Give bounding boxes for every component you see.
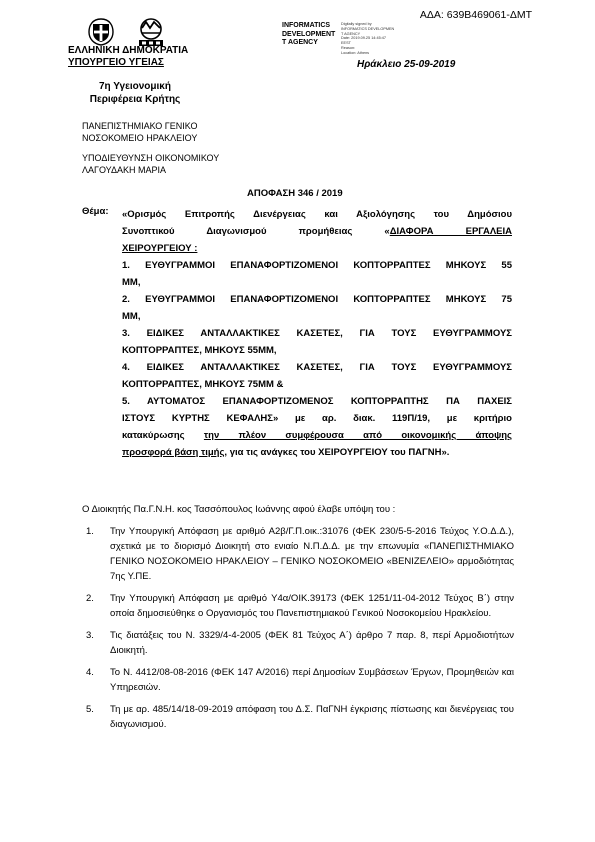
department-name: ΥΠΟΔΙΕΥΘΥΝΣΗ ΟΙΚΟΝΟΜΙΚΟΥ ΛΑΓΟΥΔΑΚΗ ΜΑΡΙΑ (82, 153, 220, 175)
list-item: 3. Τις διατάξεις του Ν. 3329/4-4-2005 (ΦΕΚ 81 Τεύχος Α΄) άρθρο 7 παρ. 8, περί Αρμοδιοτήτων Διοικητή. (86, 630, 514, 656)
hospital-name: ΠΑΝΕΠΙΣΤΗΜΙΑΚΟ ΓΕΝΙΚΟ ΝΟΣΟΚΟΜΕΙΟ ΗΡΑΚΛΕΙΟΥ (82, 121, 198, 143)
list-item: 2. Την Υπουργική Απόφαση με αριθμό Υ4α/ΟΙΚ.39173 (ΦΕΚ 1251/11-04-2012 Τεύχος Β΄) στην οποία δημοσιεύθηκε ο Οργανισμός του Πανεπιστημιακού Γενικού Νοσοκομείου Ηρακλείου. (86, 593, 514, 619)
considerations-list (86, 524, 514, 739)
list-item: 1. Την Υπουργική Απόφαση με αριθμό Α2β/Γ.Π.οικ.:31076 (ΦΕΚ 230/5-5-2016 Τεύχος Υ.Ο.Δ.Δ.), σχετικά με το διορισμό Διοικητή στο ενιαίο Ν.Π.Δ.Δ. με την επωνυμία «ΠΑΝΕΠΙΣΤΗΜΙΑΚΟ ΓΕΝΙΚΟ ΝΟΣΟΚΟΜΕΙΟ ΗΡΑΚΛΕΙΟΥ – ΓΕΝΙΚΟ ΝΟΣΟΚΟΜΕΙΟ «ΒΕΝΙΖΕΛΕΙΟ» αρμοδιότητας 7ης Υ.ΠΕ. (86, 526, 514, 582)
digital-signature-details: Digitally signed by INFORMATICS DEVELOPMEN T AGENCY Date: 2019.09.25 14:45:47 EEST Reason: Location: Athens (341, 22, 395, 55)
republic-heading: ΕΛΛΗΝΙΚΗ ΔΗΜΟΚΡΑΤΙΑ (68, 45, 189, 56)
list-item: 5. Τη με αρ. 485/14/18-09-2019 απόφαση του Δ.Σ. ΠαΓΝΗ έγκρισης πίστωσης και διενέργειας του διαγωνισμού. (86, 704, 514, 730)
decision-title: ΑΠΟΦΑΣΗ 346 / 2019 (247, 188, 343, 199)
health-region: 7η Υγειονομική Περιφέρεια Κρήτης (89, 81, 181, 105)
subject-text: «Ορισμός Επιτροπής Διενέργειας και Αξιολόγησης του Δημόσιου Συνοπτικού Διαγωνισμού προμήθειας «ΔΙΑΦΟΡΑ ΕΡΓΑΛΕΙΑ ΧΕΙΡΟΥΡΓΕΙΟΥ : 1. ΕΥΘΥΓΡΑΜΜΟΙ ΕΠΑΝΑΦΟΡΤΙΖΟΜΕΝΟΙ ΚΟΠΤΟΡΡΑΠΤΕΣ ΜΗΚΟΥΣ 55 ΜΜ, 2. ΕΥΘΥΓΡΑΜΜΟΙ ΕΠΑΝΑΦΟΡΤΙΖΟΜΕΝΟΙ ΚΟΠΤΟΡΡΑΠΤΕΣ ΜΗΚΟΥΣ 75 ΜΜ, 3. ΕΙΔΙΚΕΣ ΑΝΤΑΛΛΑΚΤΙΚΕΣ ΚΑΣΕΤΕΣ, ΓΙΑ ΤΟΥΣ ΕΥΘΥΓΡΑΜΜΟΥΣ ΚΟΠΤΟΡΡΑΠΤΕΣ, ΜΗΚΟΥΣ 55ΜΜ, 4. ΕΙΔΙΚΕΣ ΑΝΤΑΛΛΑΚΤΙΚΕΣ ΚΑΣΕΤΕΣ, ΓΙΑ ΤΟΥΣ ΕΥΘΥΓΡΑΜΜΟΥΣ ΚΟΠΤΟΡΡΑΠΤΕΣ, ΜΗΚΟΥΣ 75ΜΜ & 5. ΑΥΤΟΜΑΤΟΣ ΕΠΑΝΑΦΟΡΤΙΖΟΜΕΝΟΣ ΚΟΠΤΟΡΡΑΠΤΗΣ ΠΑ ΠΑΧΕΙΣ ΙΣΤΟΥΣ ΚΥΡΤΗΣ ΚΕΦΑΛΗΣ» με αρ. διακ. 119Π/19, με κριτήριο κατακύρωσης την πλέον συμφέρουσα από οικονομικής άποψης προσφορά βάση τιμής, για τις ανάγκες του ΧΕΙΡΟΥΡΓΕΙΟΥ του ΠΑΓΝΗ». (122, 209, 512, 458)
document-date: Ηράκλειο 25-09-2019 (357, 59, 456, 70)
subject-label: Θέμα: (82, 206, 109, 217)
ada-code: ΑΔΑ: 639Β469061-ΔΜΤ (419, 9, 532, 21)
ministry-heading: ΥΠΟΥΡΓΕΙΟ ΥΓΕΙΑΣ (68, 57, 164, 68)
list-item: 4. Το Ν. 4412/08-08-2016 (ΦΕΚ 147 Α/2016) περί Δημοσίων Συμβάσεων Έργων, Προμηθειών και Υπηρεσιών. (86, 667, 514, 693)
greek-coat-of-arms-icon (86, 18, 116, 46)
fund-logo-icon (136, 18, 166, 46)
signature-logo: INFORMATICS DEVELOPMENT T AGENCY (282, 22, 336, 46)
intro-paragraph: Ο Διοικητής Πα.Γ.Ν.Η. κος Τασσόπουλος Ιωάννης αφού έλαβε υπόψη του : (82, 504, 396, 515)
